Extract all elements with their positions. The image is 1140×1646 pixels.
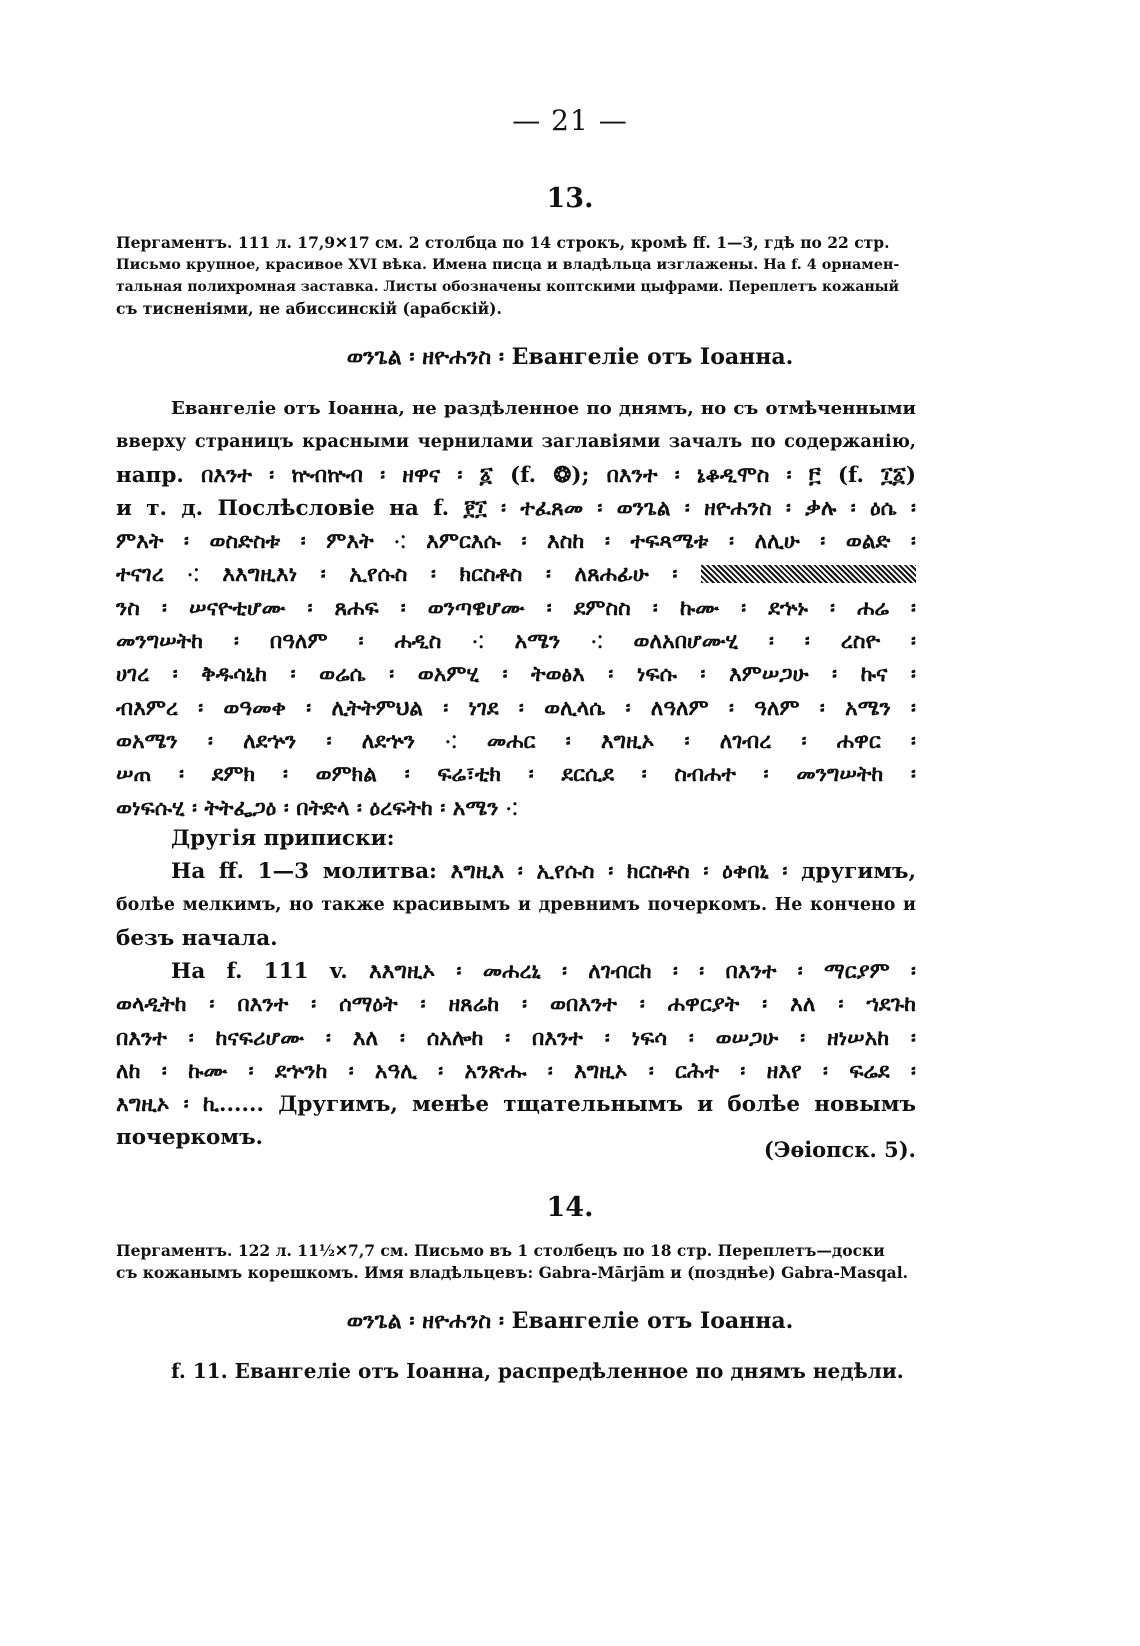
- body-line: вверху страницъ красными чернилами заглавiями зачалъ по содержанiю,: [116, 431, 916, 453]
- note-line: እግዚኦ ፡ ኪ...... Другимъ, менѣе тщательнымъ и болѣе новымъ: [116, 1092, 916, 1118]
- body-line: напр. በእንተ ፡ ኵብኵብ ፡ ዘዋና ፡ ፩ (f. ❂); በእንተ ፡ ኔቆዲሞስ ፡ ፫ (f. ፲፩): [116, 462, 916, 488]
- body-line-text: ተናገረ ⁖ እእግዚእነ ፡ ኢየሱስ ፡ ክርስቶስ ፡ ለጸሐፊሁ ፡: [116, 562, 678, 588]
- other-line: безъ начала.: [116, 925, 278, 951]
- body-line: ሀገረ ፡ ቅዱሳኒከ ፡ ወሬሴ ፡ ወአምሂ ፡ ትወፅእ ፡ ነፍሱ ፡ እምሠጋሁ ፡ ኩና ፡: [116, 662, 916, 688]
- description-line: съ кожанымъ корешкомъ. Имя владѣльцевъ: Gabra-Mārjām и (позднѣе) Gabra-Masqal.: [116, 1263, 909, 1282]
- page-number: — 21 —: [512, 104, 628, 137]
- other-line: болѣе мелкимъ, но также красивымъ и древнимъ почеркомъ. Не кончено и: [116, 894, 916, 915]
- note-line: በእንተ ፡ ከናፍሪሆሙ ፡ እለ ፡ ሰአሎከ ፡ በእንተ ፡ ነፍሳ ፡ ወሠጋሁ ፡ ዘነሠአከ ፡: [116, 1025, 916, 1051]
- description-line: тальная полихромная заставка. Листы обозначены коптскими цыфрами. Переплетъ кожаный: [116, 279, 899, 295]
- body-line: ሠጠ ፡ ደምክ ፡ ወምክል ፡ ፍሬ፣ቲክ ፡ ደርሲደ ፡ ስብሐተ ፡ መንግሠትከ ፡: [116, 762, 916, 788]
- erased-text-hatch: [701, 565, 916, 583]
- section-14-body: [116, 1355, 916, 1388]
- description-line: Пергаментъ. 122 л. 11½✕7,7 см. Письмо въ 1 столбецъ по 18 стр. Переплетъ—доски: [116, 1241, 885, 1260]
- body-line: ወነፍሱሂ ፡ ትትፌጋዕ ፡ በትድላ ፡ ዕረፍትከ ፡ አሜን ⁖: [116, 795, 518, 821]
- section-14-description: [116, 1240, 916, 1284]
- body-line: Евангелiе отъ Iоанна, не раздѣленное по днямъ, но съ отмѣченными: [171, 398, 916, 419]
- note-line: почеркомъ.: [116, 1125, 264, 1151]
- section-13-title: ወንጌል ፡ ዘዮሐንስ ፡ Евангелiе отъ Iоанна.: [346, 344, 794, 370]
- other-heading: Другiя приписки:: [171, 826, 395, 851]
- note-line: ወላዲትከ ፡ በእንተ ፡ ሰማዕት ፡ ዘጸሬከ ፡ ወበእንተ ፡ ሐዋርያት ፡ እለ ፡ ኀደጉከ: [116, 992, 916, 1018]
- description-line: Письмо крупное, красивое XVI вѣка. Имена писца и владѣльца изглажены. На f. 4 орнамен-: [116, 256, 900, 273]
- note-line: На f. 111 v. እእግዚኦ ፡ መሐረኒ ፡ ለገብርከ ፡ ፡ በእንተ ፡ ማርያም ፡: [171, 959, 916, 984]
- section-number-13: 13.: [546, 183, 594, 214]
- section-13-note-111v: [116, 955, 916, 1155]
- body-line: ወአሜን ፡ ለደኍን ፡ ለደኍን ⁖ መሐር ፡ እግዚኦ ፡ ለገብረ ፡ ሐዋር ፡: [116, 728, 916, 754]
- description-line: съ тисненiями, не абиссинскiй (арабскiй).: [116, 299, 502, 318]
- section-number-14: 14.: [546, 1192, 594, 1223]
- note-line: ለከ ፡ ኩሙ ፡ ደኍንከ ፡ አዓሊ ፡ አንጽሑ ፡ እግዚኦ ፡ ርሕተ ፡ ዘእየ ፡ ፍሬደ ፡: [116, 1058, 916, 1084]
- catalog-citation: (Эѳiопск. 5).: [763, 1137, 916, 1162]
- section-13-other-notes: [116, 822, 916, 955]
- body-line: ብእምረ ፡ ወዓመቀ ፡ ሊትትምህል ፡ ነገደ ፡ ወሊላሴ ፡ ለዓለም ፡ ዓለም ፡ አሜን ፡: [116, 695, 916, 721]
- description-line: Пергаментъ. 111 л. 17,9✕17 см. 2 столбца по 14 строкъ, кромѣ ff. 1—3, гдѣ по 22 стр.: [116, 233, 890, 252]
- body-line: ምእት ፡ ወስድስቱ ፡ ምእት ⁖ እምርእሱ ፡ እስከ ፡ ተፍጻሜቱ ፡ ለሊሁ ፡ ወልድ ፡: [116, 529, 916, 555]
- body-line: ንስ ፡ ሠናዮቲሆሙ ፡ ጸሐፍ ፡ ወንጣዌሆሙ ፡ ደምስስ ፡ ኩሙ ፡ ደኍኑ ፡ ሐሬ ፡: [116, 595, 916, 621]
- section-14-title: ወንጌል ፡ ዘዮሐንስ ፡ Евангелiе отъ Iоанна.: [346, 1308, 794, 1334]
- other-line: На ff. 1—3 молитва: እግዚእ ፡ ኢየሱስ ፡ ክርስቶስ ፡ ዕቀበኒ ፡ другимъ,: [171, 859, 916, 885]
- body-line: и т. д. Послѣсловiе на f. ፻፲ ፡ ተፈጸመ ፡ ወንጌል ፡ ዘዮሐንስ ፡ ቃሉ ፡ ዕሴ ፡: [116, 495, 916, 521]
- section-13-body: [116, 392, 916, 825]
- body-line: መንግሠትከ ፡ በዓለም ፡ ሐዲስ ⁖ አሜን ⁖ ወለአበሆሙሂ ፡ ፡ ረስዮ ፡: [116, 629, 916, 655]
- section-13-description: [116, 232, 916, 320]
- body-line: [116, 558, 916, 591]
- body-line: f. 11. Евангелiе отъ Iоанна, распредѣленное по днямъ недѣли.: [171, 1359, 904, 1383]
